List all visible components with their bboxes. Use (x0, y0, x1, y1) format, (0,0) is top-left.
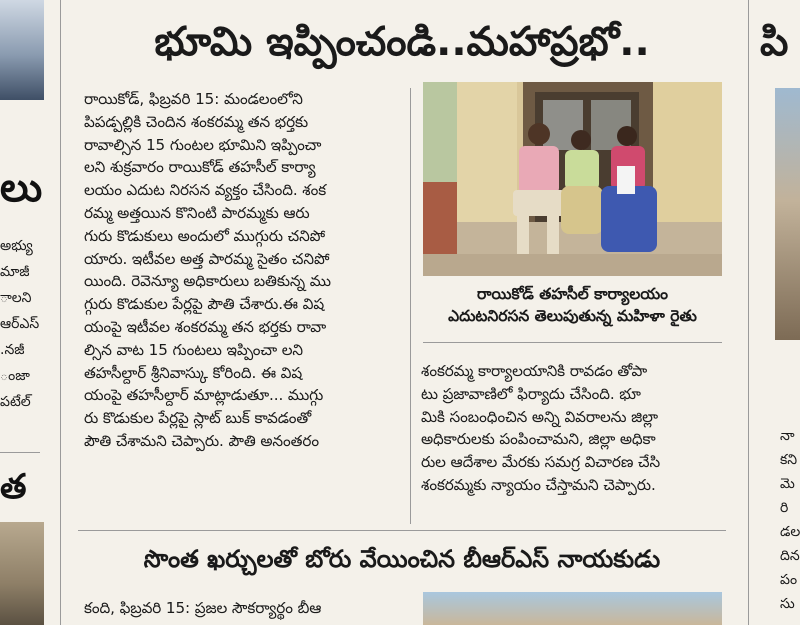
article-body-line: గురు కొడుకులు అందులో ముగ్గురు చనిపో (84, 226, 326, 245)
column-rule-middle (410, 88, 411, 524)
left-article-line: మాజీ (0, 264, 30, 280)
left-article-line: ఆర్ఎస్ (0, 316, 40, 332)
article-body-line: అధికారులకు పంపించామని, జిల్లా అధికా (421, 430, 656, 449)
article-body-line: రాయికోడ్, ఫిబ్రవరి 15: మండలంలోని (84, 90, 303, 108)
right-article-photo (775, 88, 800, 340)
left-article-line: పటేల్ (0, 394, 31, 410)
article-body-line: పిపడ్పల్లికి చెందిన శంకరమ్మ తన భర్తకు (84, 112, 309, 131)
article-body-line: రుల ఆదేశాల మేరకు సమగ్ర విచారణ చేసి (421, 453, 661, 472)
article-body-line: శంకరమ్మకు న్యాయం చేస్తామని చెప్పారు. (421, 475, 656, 494)
left-article2-heading: త (0, 467, 27, 507)
right-article-line: రి (780, 500, 789, 516)
photo-caption-line: రాయికోడ్ తహసీల్ కార్యాలయం (477, 285, 668, 303)
column-rule-right (748, 0, 749, 625)
article-body-line: శంకరమ్మ కార్యాలయానికి రావడం తోపా (421, 362, 648, 380)
left-article-heading: లు (0, 165, 43, 211)
right-article-line: నా (780, 428, 795, 444)
left-article2-photo (0, 522, 44, 625)
article-body-line: యంపై ఇటీవల శంకరమ్మ తన భర్తకు రావా (84, 317, 327, 336)
left-article-photo (0, 0, 44, 100)
left-article-line: ంజా (0, 368, 30, 384)
right-article-line: కని (780, 452, 798, 468)
article2-headline: సొంత ఖర్చులతో బోరు వేయించిన బీఆర్ఎస్ నాయకుడు (143, 545, 661, 573)
photo-caption (423, 283, 722, 327)
column-rule-left (60, 0, 61, 625)
article-body-line: రమ్మ అత్తయిన కొనింటి పారమ్మకు ఆరు (84, 203, 310, 222)
right-article-line: డల (780, 524, 800, 540)
left-article-line: .నజీ (0, 342, 25, 358)
right-article-line: సు (780, 596, 795, 612)
article-body-right (421, 360, 726, 497)
left-article-line: ాలని (0, 290, 32, 306)
article2-body (84, 597, 396, 620)
article-body-line: ల్సిన వాట 15 గుంటలు ఇప్పించా లని (84, 340, 303, 359)
right-article-line: దిన (780, 548, 800, 564)
article-body-line: మికి సంబంధించిన అన్ని వివరాలను జిల్లా (421, 407, 658, 426)
article2-photo (423, 592, 722, 625)
article-body-line: టు ప్రజావాణిలో ఫిర్యాదు చేసింది. భూ (421, 384, 641, 403)
left-article-line: అభ్యు (0, 238, 33, 254)
article-body-line: లయం ఎదుట నిరసన వ్యక్తం చేసింది. శంక (84, 181, 327, 200)
article-body-line: రు కొడుకుల పేర్లపై స్లాట్ బుక్ కావడంతో (84, 409, 312, 428)
caption-divider (423, 342, 722, 343)
article-body-line: లని శుక్రవారం రాయికోడ్ తహసీల్ కార్యా (84, 158, 316, 177)
right-article-line: పం (780, 572, 798, 588)
article-body-line: తహసీల్దార్ శ్రీనివాస్కు కోరింది. ఈ విష (84, 363, 303, 382)
right-article-heading: పి (760, 19, 789, 65)
article-body-line: పౌతి చేశామని చెప్పారు. పౌతి అనంతరం (84, 431, 319, 450)
article-photo (423, 82, 722, 276)
article-body-line: గ్గురు కొడుకుల పేర్లపై పౌతి చేశారు.ఈ విష (84, 295, 325, 314)
article-body-line: యంపై తహసీల్దార్ మాట్లాడుతూ... ముగ్గు (84, 386, 324, 405)
article-divider (78, 530, 726, 531)
left-divider (0, 452, 40, 453)
article2-body-line: కంది, ఫిబ్రవరి 15: ప్రజల సౌకర్యార్థం బీఆ (84, 599, 322, 617)
article-headline: భూమి ఇప్పించండి..మహాప్రభో.. (154, 19, 650, 65)
article-body-left (84, 88, 396, 453)
article-body-line: రావాల్సిన 15 గుంటల భూమిని ఇప్పించా (84, 135, 322, 154)
article-body-line: యారు. ఇటీవల అత్త పారమ్మ సైతం చనిపో (84, 249, 330, 268)
photo-caption-line: ఎదుటనిరసన తెలుపుతున్న మహిళా రైతు (448, 307, 697, 325)
right-article-line: మె (780, 476, 795, 492)
article-body-line: యింది. రెవెన్యూ అధికారులు బతికున్న ము (84, 272, 331, 291)
